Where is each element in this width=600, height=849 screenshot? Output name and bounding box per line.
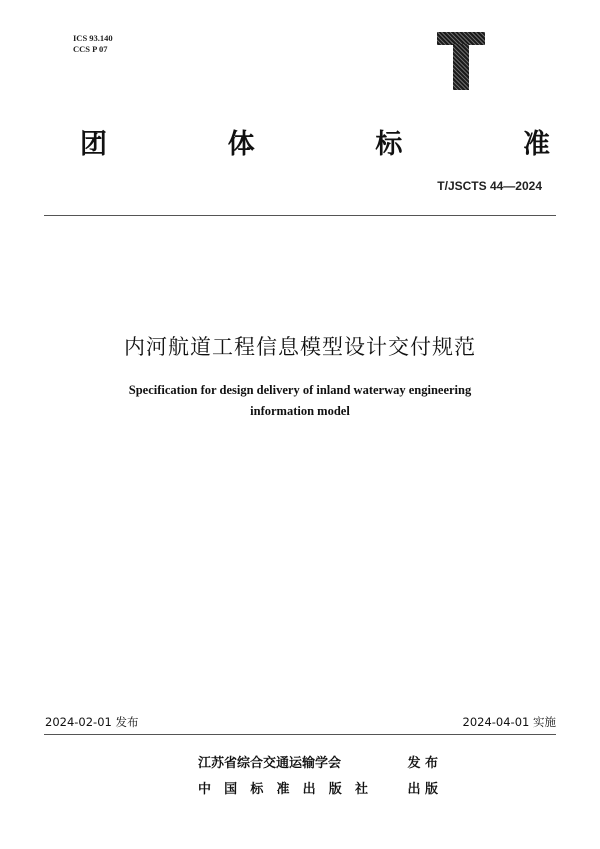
press-line [198,778,438,797]
publish-date: 2024-02-01 发布 [45,715,139,729]
english-title [0,380,600,422]
group-title-char: 准 [522,129,550,160]
chinese-title: 内河航道工程信息模型设计交付规范 [124,335,476,359]
standard-type-logo [437,32,485,90]
standard-number: T/JSCTS 44—2024 [437,179,542,193]
group-title-char: 标 [375,129,403,160]
classification-codes [73,33,113,55]
ccs-code: CCS P 07 [73,44,108,54]
press-role: 出 版 [407,782,438,797]
group-title-char: 团 [80,129,107,160]
english-title-line: information model [250,404,350,418]
top-divider [44,215,556,216]
publisher-role: 发 布 [407,756,438,771]
bottom-divider [44,734,556,735]
publisher-line [198,752,438,771]
press-name [198,778,368,797]
group-title-char: 体 [227,129,255,160]
english-title-line: Specification for design delivery of inland waterway engineering [128,383,472,397]
press-char: 标 [250,782,264,797]
ics-code: ICS 93.140 [73,33,113,43]
press-char: 版 [328,782,342,797]
press-char: 社 [354,782,368,797]
press-char: 准 [276,782,290,797]
press-char: 出 [302,782,316,797]
group-standard-title [80,122,550,161]
press-char: 国 [224,782,238,797]
publisher-org: 江苏省综合交通运输学会 [198,756,342,771]
implement-date: 2024-04-01 实施 [462,715,556,729]
press-char: 中 [198,782,212,797]
